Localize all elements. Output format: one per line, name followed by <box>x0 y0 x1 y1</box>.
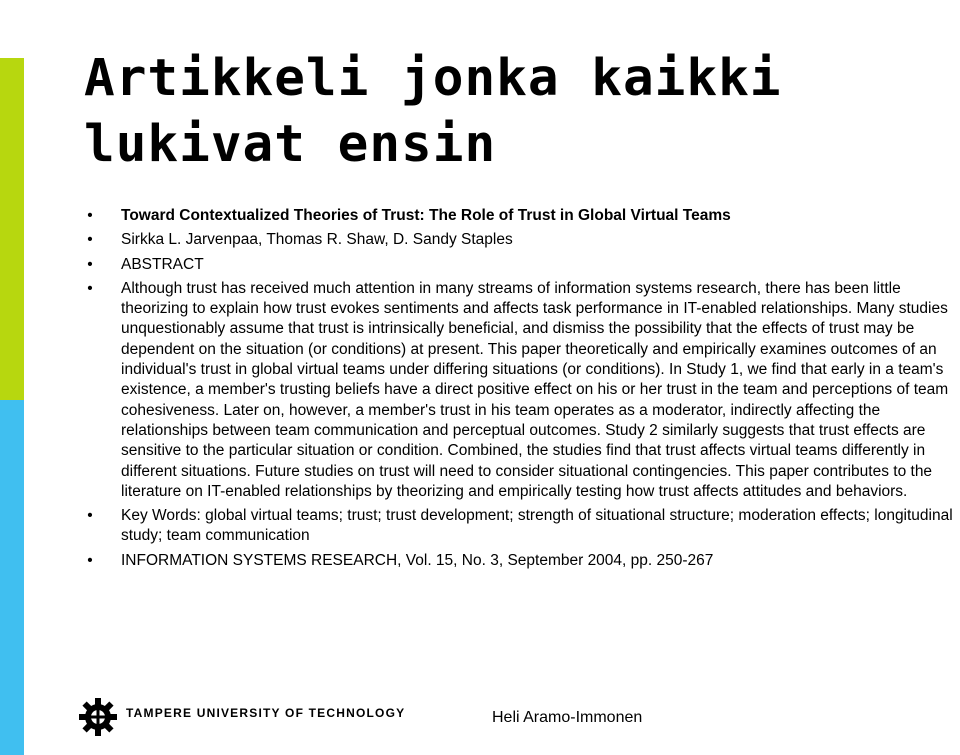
abstract-heading: ABSTRACT <box>121 255 204 273</box>
gear-icon <box>78 697 118 737</box>
bullet-keywords <box>84 506 956 547</box>
university-logo <box>78 697 405 737</box>
accent-bar <box>0 0 24 755</box>
bullet-dot: • <box>87 507 93 525</box>
bullet-dot: • <box>87 207 93 224</box>
bullet-dot: • <box>87 551 93 569</box>
university-name: TAMPERE UNIVERSITY OF TECHNOLOGY <box>126 706 406 720</box>
accent-bar-blue <box>0 400 24 755</box>
abstract-body: Although trust has received much attention in many streams of information systems research, there has been little theorizing to explain how trust evokes sentiments and affects task performance in IT-enabled relationships. Many studies unquestionably assume that trust is intrinsically beneficial, and dismiss the possibility that the effects of trust may be dependent on the situation (or conditions) at present. This paper theoretically and empirically examines outcomes of an individual's trust in global virtual teams under differing situations (or conditions). In Study 1, we find that early in a team's existence, a member's trusting beliefs have a direct positive effect on his or her trust in the team and perceptions of team cohesiveness. Later on, however, a member's trust in his team operates as a moderator, indirectly affecting the relationships between team communication and perceptual outcomes. Study 2 similarly suggests that trust effects are sensitive to the particular situation or condition. Combined, the studies find that trust affects virtual teams differently in different situations. Future studies on trust will need to consider situational contingencies. This paper contributes to the literature on IT-enabled relationships by theorizing and empirically testing how trust affects attitudes and behaviors. <box>121 279 949 500</box>
accent-bar-top <box>0 0 24 58</box>
author-name: Heli Aramo-Immonen <box>492 709 643 726</box>
article-title: Toward Contextualized Theories of Trust: The Role of Trust in Global Virtual Teams <box>121 207 731 224</box>
bullet-abstract-body <box>84 279 956 502</box>
bullet-citation <box>84 551 956 571</box>
bullet-list <box>84 206 956 575</box>
citation: INFORMATION SYSTEMS RESEARCH, Vol. 15, No. 3, September 2004, pp. 250-267 <box>121 551 714 569</box>
slide-title: Artikkeli jonka kaikki lukivat ensin <box>84 49 782 174</box>
accent-bar-green <box>0 58 24 400</box>
bullet-authors <box>84 230 956 250</box>
bullet-dot: • <box>87 231 93 249</box>
bullet-dot: • <box>87 279 93 297</box>
authors: Sirkka L. Jarvenpaa, Thomas R. Shaw, D. Sandy Staples <box>121 231 513 249</box>
keywords: Key Words: global virtual teams; trust; trust development; strength of situational structure; moderation effects; longitudinal study; team communication <box>121 507 953 545</box>
bullet-dot: • <box>87 255 93 273</box>
bullet-abstract-heading <box>84 255 956 275</box>
bullet-article-title <box>84 206 956 226</box>
